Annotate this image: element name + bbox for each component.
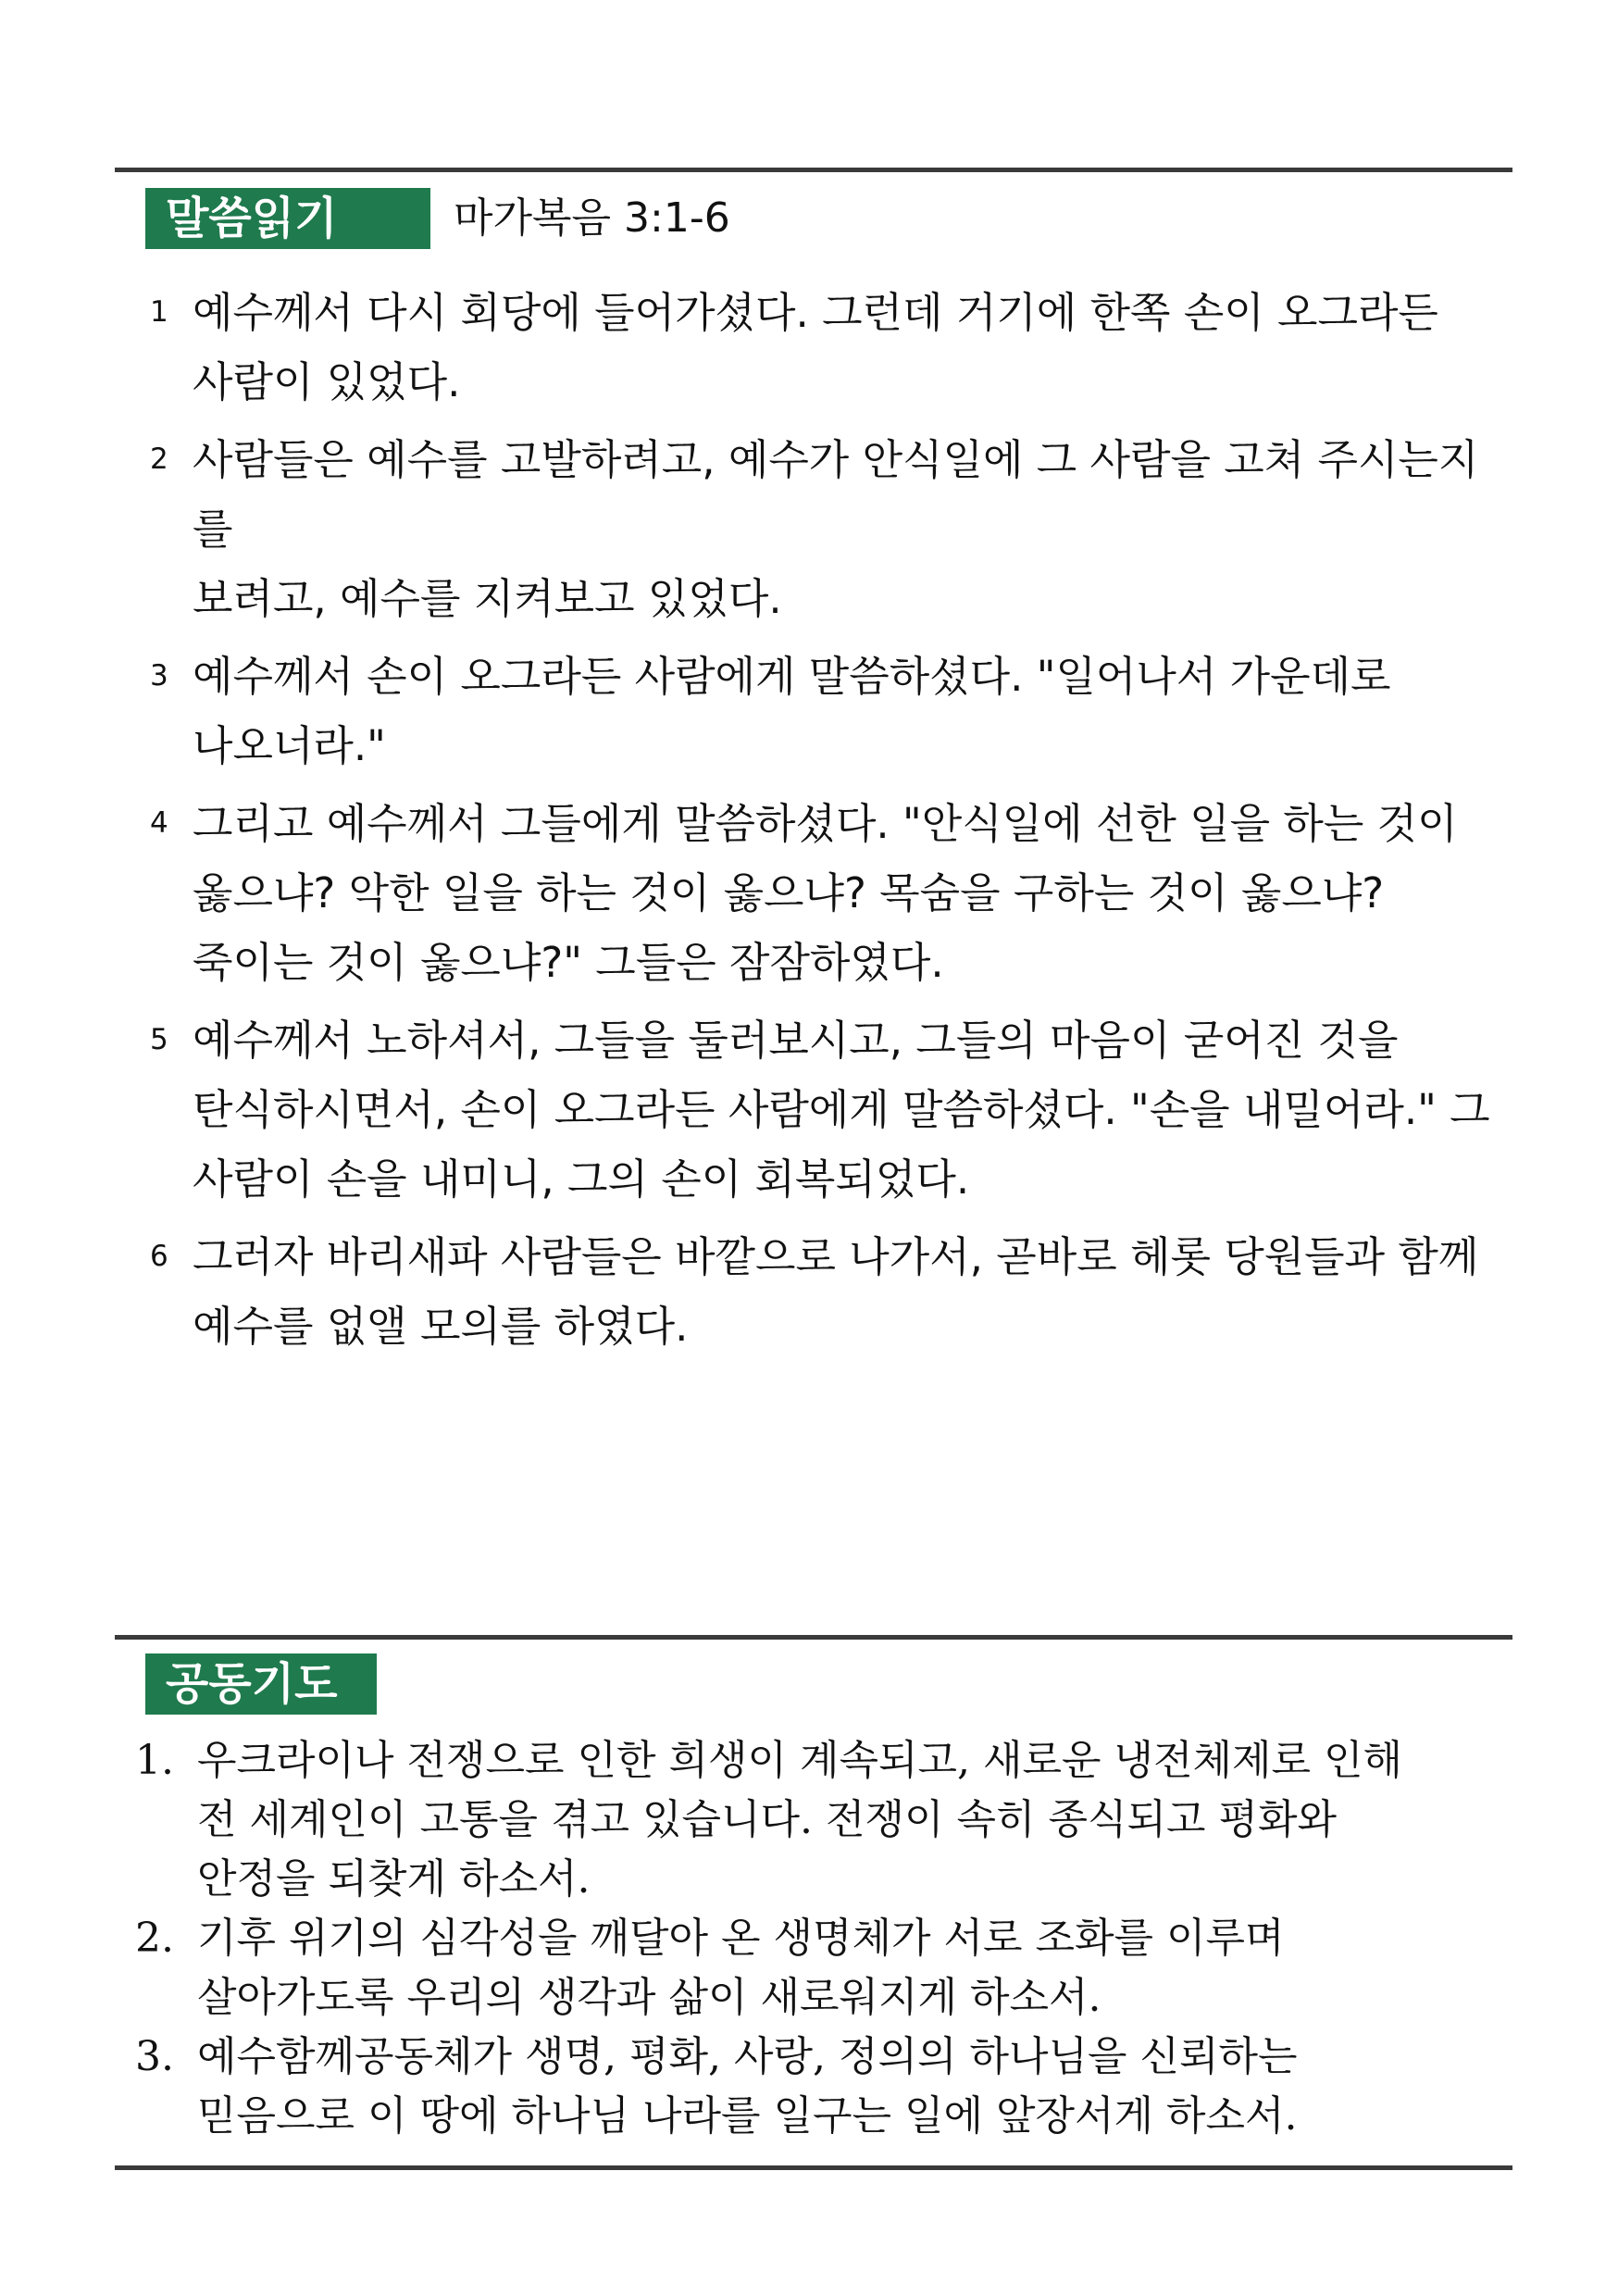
prayer-item-2 bbox=[135, 1909, 1514, 2028]
passage-reference: 마가복음 3:1-6 bbox=[454, 194, 730, 242]
prayer-item-1 bbox=[135, 1731, 1514, 1909]
reading-label: 말씀읽기 bbox=[145, 188, 430, 249]
bottom-rule bbox=[115, 2165, 1512, 2170]
prayer-number: 3. bbox=[135, 2033, 174, 2080]
prayer-number: 2. bbox=[135, 1915, 174, 1962]
verse-number: 1 bbox=[150, 295, 168, 329]
prayer-line: 전 세계인이 고통을 겪고 있습니다. 전쟁이 속히 종식되고 평화와 bbox=[197, 1796, 1337, 1843]
verse-line: 예수께서 손이 오그라든 사람에게 말씀하셨다. "일어나서 가운데로 bbox=[193, 652, 1391, 701]
prayer-line: 살아가도록 우리의 생각과 삶이 새로워지게 하소서. bbox=[197, 1974, 1101, 2021]
verse-number: 4 bbox=[150, 806, 168, 840]
verse-number: 5 bbox=[150, 1023, 168, 1056]
verse-line: 탄식하시면서, 손이 오그라든 사람에게 말씀하셨다. "손을 내밀어라." 그 bbox=[193, 1085, 1490, 1134]
prayer-line: 예수함께공동체가 생명, 평화, 사랑, 정의의 하나님을 신뢰하는 bbox=[197, 2033, 1298, 2080]
prayer-line: 우크라이나 전쟁으로 인한 희생이 계속되고, 새로운 냉전체제로 인해 bbox=[197, 1737, 1402, 1784]
verse-line: 보려고, 예수를 지켜보고 있었다. bbox=[193, 574, 782, 623]
verse-number: 6 bbox=[150, 1240, 168, 1273]
verse-number: 3 bbox=[150, 659, 168, 693]
verse-2 bbox=[139, 425, 1509, 633]
verse-line: 사람이 있었다. bbox=[193, 357, 461, 406]
verse-6 bbox=[139, 1222, 1509, 1361]
verse-line: 그리고 예수께서 그들에게 말씀하셨다. "안식일에 선한 일을 하는 것이 bbox=[193, 799, 1458, 848]
top-rule bbox=[115, 168, 1512, 172]
verse-line: 사람들은 예수를 고발하려고, 예수가 안식일에 그 사람을 고쳐 주시는지를 bbox=[193, 435, 1479, 554]
verse-1 bbox=[139, 278, 1509, 417]
verse-line: 예수께서 다시 회당에 들어가셨다. 그런데 거기에 한쪽 손이 오그라든 bbox=[193, 288, 1438, 337]
verse-list bbox=[139, 278, 1509, 1369]
verse-line: 나오너라." bbox=[193, 721, 386, 770]
middle-rule bbox=[115, 1635, 1512, 1640]
prayer-label: 공동기도 bbox=[145, 1653, 377, 1715]
prayer-list bbox=[135, 1731, 1514, 2146]
verse-5 bbox=[139, 1005, 1509, 1214]
verse-line: 그러자 바리새파 사람들은 바깥으로 나가서, 곧바로 헤롯 당원들과 함께 bbox=[193, 1232, 1479, 1281]
prayer-item-3 bbox=[135, 2028, 1514, 2146]
verse-line: 옳으냐? 악한 일을 하는 것이 옳으냐? 목숨을 구하는 것이 옳으냐? bbox=[193, 868, 1385, 917]
verse-line: 사람이 손을 내미니, 그의 손이 회복되었다. bbox=[193, 1154, 970, 1204]
verse-line: 예수께서 노하셔서, 그들을 둘러보시고, 그들의 마음이 굳어진 것을 bbox=[193, 1016, 1399, 1065]
prayer-line: 믿음으로 이 땅에 하나님 나라를 일구는 일에 앞장서게 하소서. bbox=[197, 2092, 1298, 2140]
prayer-line: 기후 위기의 심각성을 깨달아 온 생명체가 서로 조화를 이루며 bbox=[197, 1915, 1285, 1962]
verse-line: 죽이는 것이 옳으냐?" 그들은 잠잠하였다. bbox=[193, 938, 944, 987]
verse-3 bbox=[139, 642, 1509, 780]
verse-number: 2 bbox=[150, 443, 168, 476]
prayer-line: 안정을 되찾게 하소서. bbox=[197, 1855, 591, 1903]
verse-line: 예수를 없앨 모의를 하였다. bbox=[193, 1302, 689, 1351]
verse-4 bbox=[139, 789, 1509, 997]
prayer-number: 1. bbox=[135, 1737, 174, 1784]
